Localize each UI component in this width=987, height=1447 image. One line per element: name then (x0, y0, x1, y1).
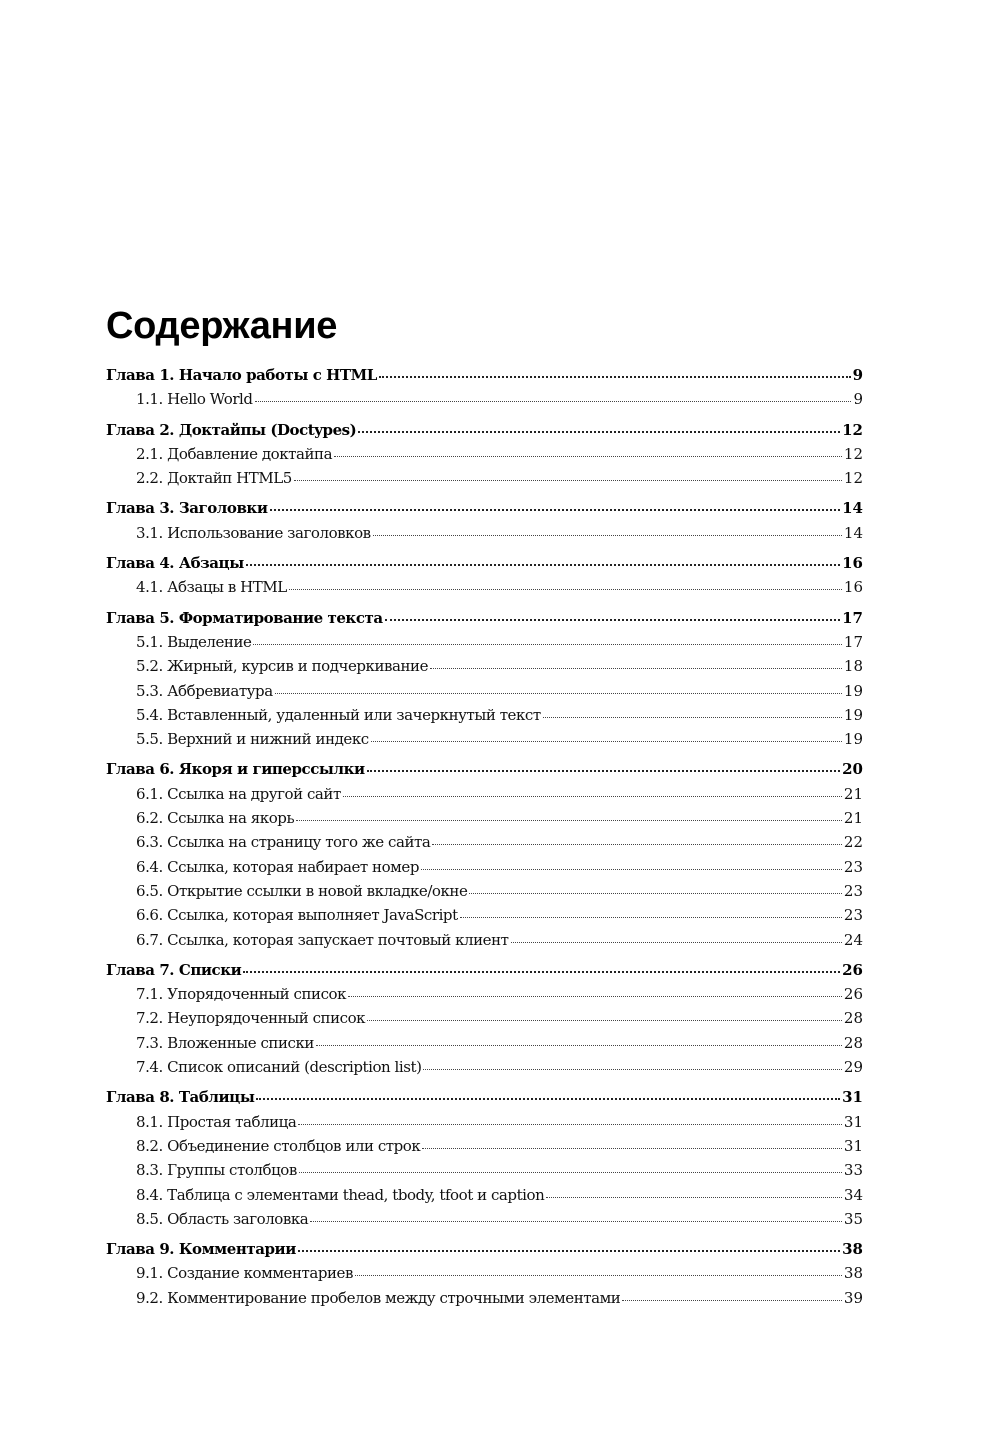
section-page-number: 14 (843, 523, 863, 542)
section-page-number: 34 (843, 1185, 863, 1204)
toc-chapter-entry[interactable] (106, 365, 863, 389)
toc-section-entry[interactable] (106, 1209, 863, 1233)
dot-leader (289, 577, 842, 592)
dot-leader (294, 468, 842, 483)
section-page-number: 29 (843, 1058, 863, 1077)
section-page-number: 12 (843, 469, 863, 488)
dot-leader (298, 1112, 842, 1127)
toc-section-entry[interactable] (106, 389, 863, 413)
dot-leader (379, 365, 851, 380)
section-list (106, 577, 863, 601)
toc-chapter (106, 420, 863, 493)
toc-section-entry[interactable] (106, 523, 863, 547)
section-page-number: 38 (843, 1264, 863, 1283)
chapter-title: Глава 9. Комментарии (106, 1240, 296, 1259)
toc-chapter-entry[interactable] (106, 1087, 863, 1111)
toc-section-entry[interactable] (106, 1008, 863, 1032)
chapter-page-number: 9 (852, 366, 863, 384)
section-title: 5.1. Выделение (136, 632, 252, 651)
section-page-number: 31 (843, 1112, 863, 1131)
dot-leader (270, 498, 841, 513)
dot-leader (275, 681, 842, 696)
section-title: 9.1. Создание комментариев (136, 1264, 353, 1283)
toc-section-entry[interactable] (106, 1136, 863, 1160)
section-list (106, 984, 863, 1081)
section-page-number: 18 (843, 657, 863, 676)
toc-page (106, 304, 863, 1318)
dot-leader (430, 656, 842, 671)
chapter-page-number: 26 (842, 960, 863, 979)
section-page-number: 33 (843, 1161, 863, 1180)
dot-leader (367, 1008, 842, 1023)
section-page-number: 39 (843, 1288, 863, 1307)
dot-leader (543, 705, 842, 720)
section-page-number: 17 (843, 632, 863, 651)
dot-leader (343, 784, 842, 799)
dot-leader (348, 984, 842, 999)
toc-section-entry[interactable] (106, 808, 863, 832)
dot-leader (299, 1160, 842, 1175)
dot-leader (422, 1136, 842, 1151)
toc-chapter (106, 498, 863, 547)
dot-leader (371, 729, 842, 744)
section-title: 8.2. Объединение столбцов или строк (136, 1136, 421, 1155)
dot-leader (355, 1263, 842, 1278)
section-page-number: 24 (843, 930, 863, 949)
section-page-number: 12 (843, 444, 863, 463)
chapter-page-number: 14 (842, 499, 863, 518)
section-page-number: 16 (843, 578, 863, 597)
toc-chapter (106, 608, 863, 754)
section-page-number: 9 (853, 390, 863, 409)
section-title: 6.4. Ссылка, которая набирает номер (136, 857, 419, 876)
toc-section-entry[interactable] (106, 984, 863, 1008)
toc-section-entry[interactable] (106, 1185, 863, 1209)
toc-section-entry[interactable] (106, 905, 863, 929)
section-title: 6.3. Ссылка на страницу того же сайта (136, 833, 431, 852)
toc-section-entry[interactable] (106, 444, 863, 468)
dot-leader (246, 553, 840, 568)
section-title: 6.2. Ссылка на якорь (136, 809, 295, 828)
section-page-number: 26 (843, 985, 863, 1004)
toc-section-entry[interactable] (106, 1263, 863, 1287)
section-title: 8.3. Группы столбцов (136, 1161, 297, 1180)
section-list (106, 1263, 863, 1312)
toc-section-entry[interactable] (106, 1057, 863, 1081)
toc-section-entry[interactable] (106, 784, 863, 808)
toc-section-entry[interactable] (106, 881, 863, 905)
section-title: 6.6. Ссылка, которая выполняет JavaScript (136, 906, 458, 925)
toc-chapter-entry[interactable] (106, 1239, 863, 1263)
dot-leader (432, 832, 842, 847)
dot-leader (334, 444, 842, 459)
section-page-number: 22 (843, 833, 863, 852)
toc-chapter-entry[interactable] (106, 498, 863, 522)
toc-section-entry[interactable] (106, 577, 863, 601)
chapter-page-number: 17 (842, 608, 863, 627)
chapter-title: Глава 2. Доктайпы (Doctypes) (106, 420, 357, 439)
section-page-number: 31 (843, 1136, 863, 1155)
section-title: 3.1. Использование заголовков (136, 523, 371, 542)
chapter-title: Глава 8. Таблицы (106, 1088, 255, 1107)
section-list (106, 784, 863, 954)
dot-leader (253, 632, 841, 647)
section-title: 2.1. Добавление доктайпа (136, 444, 333, 463)
section-page-number: 19 (843, 705, 863, 724)
section-title: 8.4. Таблица с элементами thead, tbody, tfoot и caption (136, 1185, 545, 1204)
chapter-page-number: 20 (842, 760, 863, 779)
toc-chapter-entry[interactable] (106, 420, 863, 444)
toc-section-entry[interactable] (106, 1160, 863, 1184)
section-page-number: 28 (843, 1009, 863, 1028)
section-title: 6.1. Ссылка на другой сайт (136, 784, 341, 803)
toc-chapter (106, 1239, 863, 1312)
section-title: 2.2. Доктайп HTML5 (136, 469, 292, 488)
chapter-title: Глава 6. Якоря и гиперссылки (106, 760, 365, 779)
chapter-page-number: 12 (842, 420, 863, 439)
section-page-number: 21 (843, 784, 863, 803)
section-page-number: 28 (843, 1033, 863, 1052)
section-page-number: 19 (843, 681, 863, 700)
section-title: 7.2. Неупорядоченный список (136, 1009, 366, 1028)
chapter-title: Глава 5. Форматирование текста (106, 608, 383, 627)
toc-section-entry[interactable] (106, 857, 863, 881)
toc-section-entry[interactable] (106, 656, 863, 680)
table-of-contents (106, 365, 863, 1312)
section-title: 6.5. Открытие ссылки в новой вкладке/окне (136, 881, 468, 900)
section-page-number: 23 (843, 881, 863, 900)
section-title: 5.2. Жирный, курсив и подчеркивание (136, 657, 429, 676)
dot-leader (367, 759, 840, 774)
section-title: 5.4. Вставленный, удаленный или зачеркнутый текст (136, 705, 541, 724)
chapter-page-number: 31 (842, 1088, 863, 1107)
toc-chapter-entry[interactable] (106, 960, 863, 984)
dot-leader (316, 1033, 842, 1048)
dot-leader (255, 389, 852, 404)
toc-chapter (106, 1087, 863, 1233)
section-list (106, 632, 863, 753)
toc-section-entry[interactable] (106, 632, 863, 656)
toc-chapter (106, 960, 863, 1081)
chapter-title: Глава 3. Заголовки (106, 499, 268, 518)
page-title: Содержание (106, 305, 338, 347)
toc-section-entry[interactable] (106, 832, 863, 856)
section-page-number: 35 (843, 1209, 863, 1228)
dot-leader (460, 905, 842, 920)
section-title: 5.5. Верхний и нижний индекс (136, 730, 369, 749)
dot-leader (296, 808, 842, 823)
toc-chapter (106, 759, 863, 953)
toc-chapter (106, 365, 863, 414)
dot-leader (358, 420, 840, 435)
section-title: 7.3. Вложенные списки (136, 1033, 314, 1052)
section-page-number: 19 (843, 730, 863, 749)
toc-section-entry[interactable] (106, 1288, 863, 1312)
section-page-number: 23 (843, 906, 863, 925)
dot-leader (622, 1288, 842, 1303)
section-title: 5.3. Аббревиатура (136, 681, 273, 700)
section-page-number: 21 (843, 809, 863, 828)
toc-chapter-entry[interactable] (106, 608, 863, 632)
chapter-title: Глава 4. Абзацы (106, 554, 244, 573)
toc-section-entry[interactable] (106, 1033, 863, 1057)
toc-section-entry[interactable] (106, 468, 863, 492)
dot-leader (243, 960, 840, 975)
section-list (106, 1112, 863, 1233)
section-list (106, 444, 863, 493)
dot-leader (423, 1057, 841, 1072)
section-title: 4.1. Абзацы в HTML (136, 578, 287, 597)
dot-leader (469, 881, 842, 896)
section-title: 6.7. Ссылка, которая запускает почтовый клиент (136, 930, 509, 949)
toc-section-entry[interactable] (106, 1112, 863, 1136)
section-title: 7.4. Список описаний (description list) (136, 1058, 422, 1077)
toc-section-entry[interactable] (106, 681, 863, 705)
section-list (106, 389, 863, 413)
dot-leader (310, 1209, 842, 1224)
toc-section-entry[interactable] (106, 705, 863, 729)
section-title: 8.1. Простая таблица (136, 1112, 297, 1131)
toc-section-entry[interactable] (106, 729, 863, 753)
section-title: 9.2. Комментирование пробелов между строчными элементами (136, 1288, 621, 1307)
chapter-page-number: 38 (842, 1240, 863, 1259)
dot-leader (421, 857, 842, 872)
section-page-number: 23 (843, 857, 863, 876)
dot-leader (256, 1087, 840, 1102)
section-title: 1.1. Hello World (136, 390, 253, 409)
dot-leader (546, 1185, 842, 1200)
chapter-title: Глава 1. Начало работы с HTML (106, 366, 377, 384)
dot-leader (373, 523, 842, 538)
section-title: 7.1. Упорядоченный список (136, 985, 347, 1004)
dot-leader (298, 1239, 840, 1254)
toc-section-entry[interactable] (106, 930, 863, 954)
chapter-page-number: 16 (842, 554, 863, 573)
chapter-title: Глава 7. Списки (106, 960, 242, 979)
toc-chapter-entry[interactable] (106, 553, 863, 577)
section-title: 8.5. Область заголовка (136, 1209, 309, 1228)
dot-leader (511, 930, 842, 945)
toc-chapter (106, 553, 863, 602)
section-list (106, 523, 863, 547)
dot-leader (385, 608, 841, 623)
toc-chapter-entry[interactable] (106, 759, 863, 783)
